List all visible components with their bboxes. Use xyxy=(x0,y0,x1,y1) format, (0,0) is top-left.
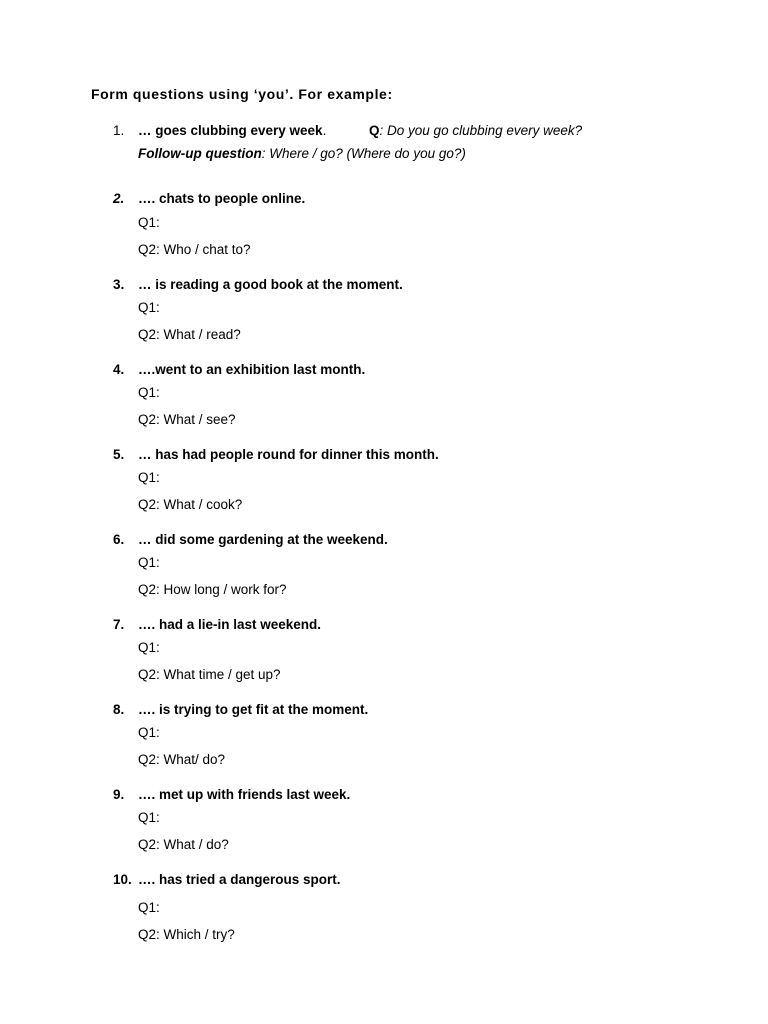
item-number: 7. xyxy=(113,617,125,632)
q1-line: Q1: xyxy=(138,300,160,315)
q2-line: Q2: Who / chat to? xyxy=(138,242,251,257)
q1-line: Q1: xyxy=(138,470,160,485)
q1-line: Q1: xyxy=(138,555,160,570)
item-number: 8. xyxy=(113,702,125,717)
item-prompt: … has had people round for dinner this month. xyxy=(138,447,439,462)
followup-text: Where / go? (Where do you go?) xyxy=(265,146,466,161)
item-number: 2. xyxy=(113,191,125,206)
q2-line: Q2: What/ do? xyxy=(138,752,226,767)
item-prompt: …. has tried a dangerous sport. xyxy=(138,872,341,887)
q1-line: Q1: xyxy=(138,215,160,230)
item-number: 5. xyxy=(113,447,125,462)
question-label: Q xyxy=(369,123,380,138)
example-followup: Follow-up question: Where / go? (Where do you go?) xyxy=(138,146,466,161)
q2-line: Q2: What / read? xyxy=(138,327,241,342)
item-number: 10. xyxy=(113,872,132,887)
item-prompt: …. chats to people online. xyxy=(138,191,306,206)
item-prompt: …. met up with friends last week. xyxy=(138,787,351,802)
q1-line: Q1: xyxy=(138,640,160,655)
q2-line: Q2: Which / try? xyxy=(138,927,235,942)
q2-line: Q2: What / cook? xyxy=(138,497,243,512)
item-number: 4. xyxy=(113,362,125,377)
item-prompt: … did some gardening at the weekend. xyxy=(138,532,388,547)
q1-line: Q1: xyxy=(138,810,160,825)
q2-line: Q2: How long / work for? xyxy=(138,582,287,597)
item-number: 1. xyxy=(113,123,125,138)
q1-line: Q1: xyxy=(138,385,160,400)
item-prompt: ….went to an exhibition last month. xyxy=(138,362,366,377)
q1-line: Q1: xyxy=(138,900,160,915)
item-prompt: …. had a lie-in last weekend. xyxy=(138,617,322,632)
example-question: Q: Do you go clubbing every week? xyxy=(369,123,583,138)
q2-line: Q2: What / do? xyxy=(138,837,229,852)
q1-line: Q1: xyxy=(138,725,160,740)
item-number: 3. xyxy=(113,277,125,292)
item-number: 9. xyxy=(113,787,125,802)
followup-label: Follow-up question xyxy=(138,146,262,161)
q2-line: Q2: What time / get up? xyxy=(138,667,281,682)
item-prompt: …. is trying to get fit at the moment. xyxy=(138,702,369,717)
example-question-text: Do you go clubbing every week? xyxy=(383,123,583,138)
item-prompt: … is reading a good book at the moment. xyxy=(138,277,403,292)
example-prompt: … goes clubbing every week. xyxy=(138,123,327,138)
instructions-title: Form questions using ‘you’. For example: xyxy=(91,86,393,102)
q2-line: Q2: What / see? xyxy=(138,412,236,427)
item-number: 6. xyxy=(113,532,125,547)
